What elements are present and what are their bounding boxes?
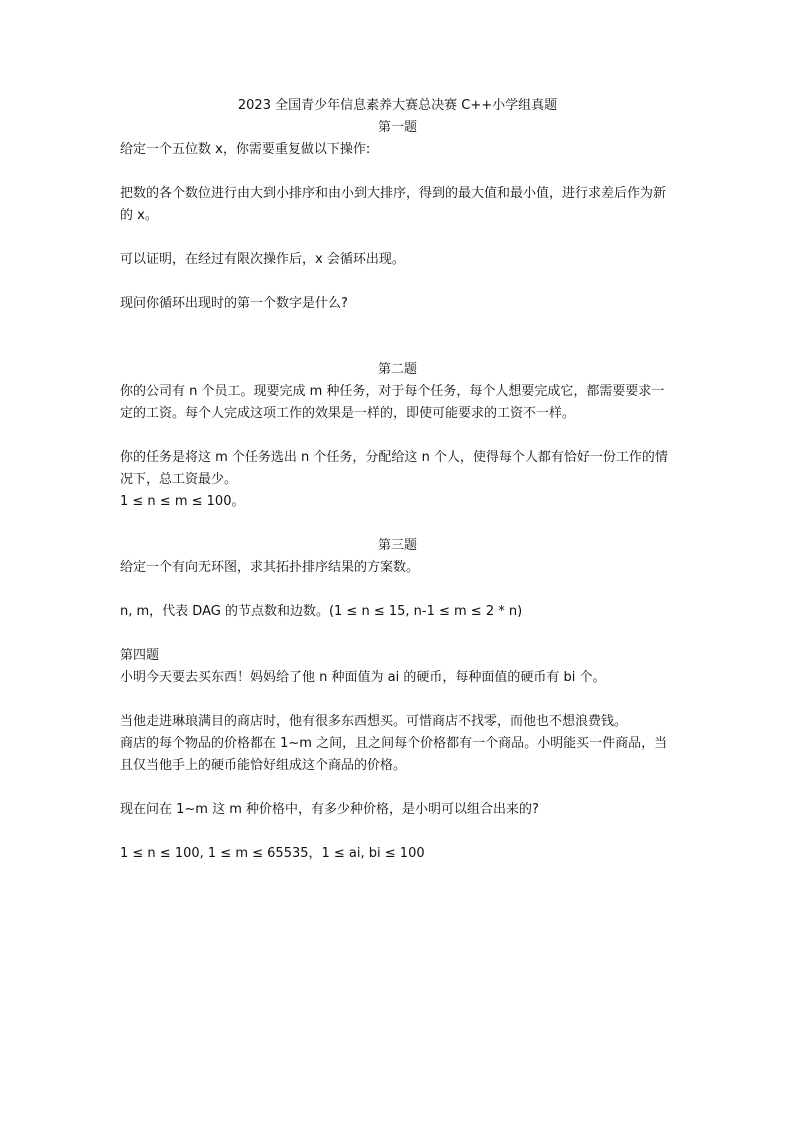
problem-2-paragraph-2: 你的任务是将这 m 个任务选出 n 个任务，分配给这 n 个人，使得每个人都有恰好一份工作的情况下，总工资最少。 [120, 450, 668, 487]
problem-4-paragraph-2: 当他走进琳琅满目的商店时，他有很多东西想买。可惜商店不找零，而他也不想浪费钱。 [120, 714, 628, 729]
paragraph-spacer [120, 161, 675, 183]
problem-1-paragraph-4: 现问你循环出现时的第一个数字是什么? [120, 296, 348, 311]
paragraph-spacer [120, 777, 675, 799]
problem-2-constraint: 1 ≤ n ≤ m ≤ 100。 [120, 494, 245, 509]
problem-1-paragraph-1: 给定一个五位数 x，你需要重复做以下操作: [120, 142, 371, 157]
paragraph-spacer [120, 579, 675, 601]
section-spacer [120, 513, 675, 535]
problem-1-paragraph-3: 可以证明，在经过有限次操作后，x 会循环出现。 [120, 252, 405, 267]
section-spacer [120, 315, 675, 359]
problem-4-paragraph-3: 商店的每个物品的价格都在 1~m 之间，且之间每个价格都有一个商品。小明能买一件商品，当且仅当他手上的硬币能恰好组成这个商品的价格。 [120, 736, 668, 773]
problem-3-paragraph-2: n, m，代表 DAG 的节点数和边数。(1 ≤ n ≤ 15, n-1 ≤ m ≤ 2 * n) [120, 604, 523, 619]
problem-4-heading: 第四题 [120, 648, 160, 663]
problem-1-paragraph-2: 把数的各个数位进行由大到小排序和由小到大排序，得到的最大值和最小值，进行求差后作为新的 x。 [120, 186, 667, 223]
problem-4-paragraph-1: 小明今天要去买东西！妈妈给了他 n 种面值为 ai 的硬币，每种面值的硬币有 bi 个。 [120, 670, 606, 685]
paragraph-spacer [120, 689, 675, 711]
problem-1-heading: 第一题 [377, 120, 417, 135]
paragraph-spacer [120, 821, 675, 843]
document-content [120, 95, 675, 865]
problem-3-paragraph-1: 给定一个有向无环图，求其拓扑排序结果的方案数。 [120, 560, 420, 575]
problem-4-paragraph-4: 现在问在 1~m 这 m 种价格中，有多少种价格，是小明可以组合出来的? [120, 802, 539, 817]
paragraph-spacer [120, 271, 675, 293]
section-spacer [120, 623, 675, 645]
paragraph-spacer [120, 227, 675, 249]
problem-4-constraint: 1 ≤ n ≤ 100, 1 ≤ m ≤ 65535，1 ≤ ai, bi ≤ 100 [120, 846, 425, 861]
problem-3-heading: 第三题 [377, 538, 417, 553]
problem-2-paragraph-1: 你的公司有 n 个员工。现要完成 m 种任务，对于每个任务，每个人想要完成它，都需要要求一定的工资。每个人完成这项工作的效果是一样的，即使可能要求的工资不一样。 [120, 384, 665, 421]
paragraph-spacer [120, 425, 675, 447]
problem-2-heading: 第二题 [377, 362, 417, 377]
document-title: 2023 全国青少年信息素养大赛总决赛 C++小学组真题 [237, 98, 558, 113]
